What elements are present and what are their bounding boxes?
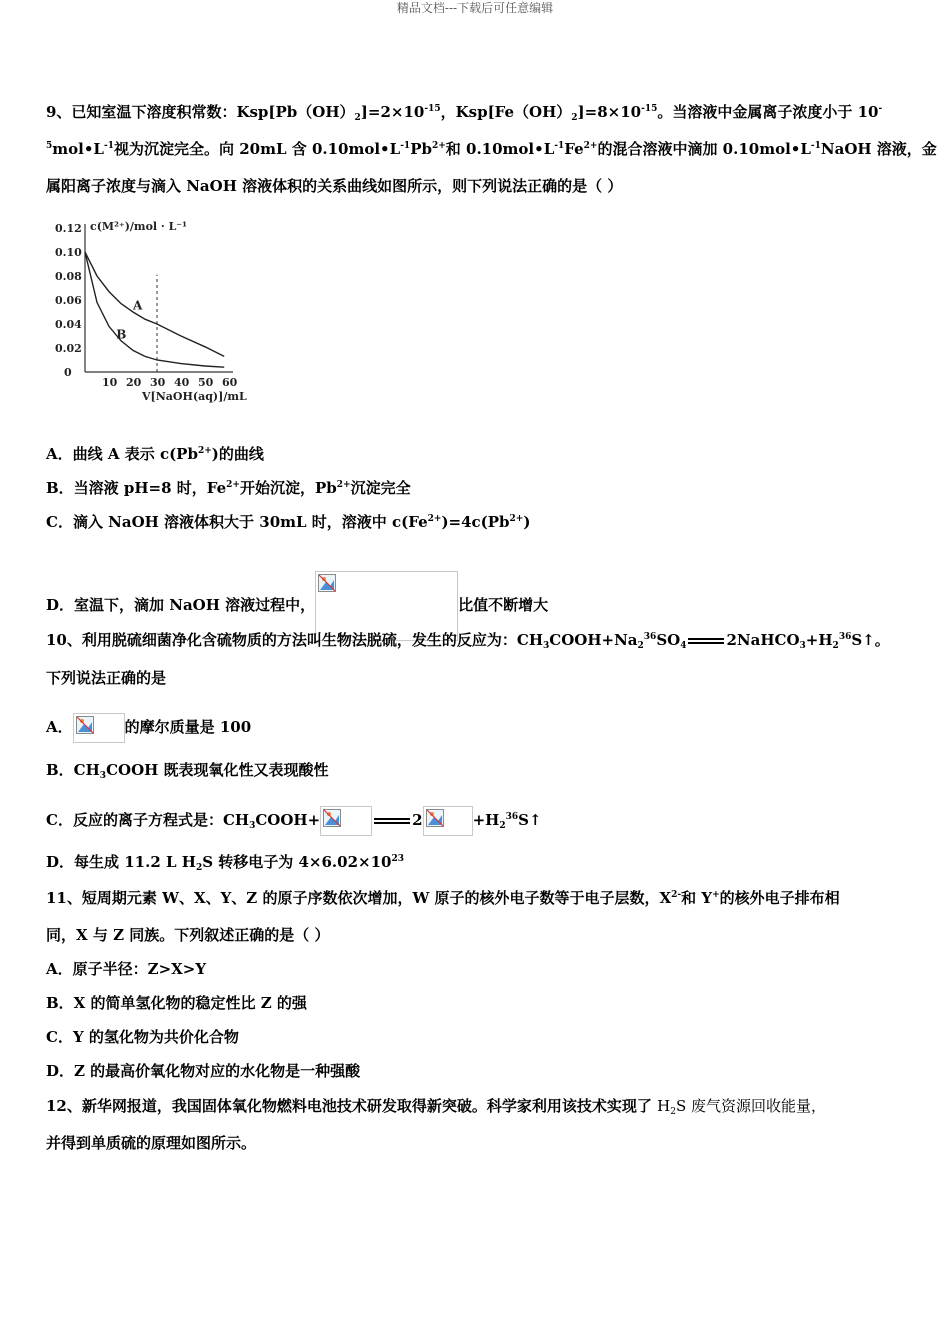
q9-line3: 属阳离子浓度与滴入 NaOH 溶液体积的关系曲线如图所示，则下列说法正确的是（ ） <box>46 177 623 195</box>
y-tick-label: 0.10 <box>55 246 82 259</box>
broken-image-icon <box>320 806 372 836</box>
q9-line2: $^5mol•L^{-1}$视为沉淀完全。向 20mL 含 $0.10mol•L^{-1}Pb^{2+}$和 $0.10mol•L^{-1}Fe^{2+}$的混合溶液中滴加 $0.10mol•L^{-1}NaOH$ 溶液，金 <box>46 140 937 158</box>
y-tick-label: 0.04 <box>55 318 82 331</box>
q10-option-c: C．反应的离子方程式是：$CH_3COOH+$ 2 $+H_2^{36}S↑$ <box>46 806 542 836</box>
chart-ylabel: c(M²⁺)/mol · L⁻¹ <box>90 220 187 233</box>
y-tick-label: 0.08 <box>55 270 82 283</box>
x-tick-label: 30 <box>150 376 166 389</box>
q9-option-d: D．室温下，滴加 NaOH 溶液过程中， 比值不断增大 <box>46 571 548 641</box>
page-header: 精品文档---下载后可任意编辑 <box>396 1 554 15</box>
q11-option-a: A．原子半径：Z>X>Y <box>46 960 207 978</box>
y-tick-label: 0.12 <box>55 222 82 235</box>
q9-option-c: C．滴入 NaOH 溶液体积大于 30mL 时，溶液中 $c(Fe^{2+})=4c(Pb^{2+})$ <box>46 513 531 531</box>
equals-sign-icon <box>688 638 724 644</box>
q10-option-a: A． 的摩尔质量是 100 <box>46 713 251 743</box>
y-tick-label: 0.02 <box>55 342 82 355</box>
q11-option-c: C．Y 的氢化物为共价化合物 <box>46 1028 239 1046</box>
q12-line1: 12、新华网报道，我国固体氧化物燃料电池技术研发取得新突破。科学家利用该技术实现了 $H_2S$ 废气资源回收能量， <box>46 1097 826 1117</box>
q12-line2: 并得到单质硫的原理如图所示。 <box>46 1134 257 1152</box>
q11-line2: 同，X 与 Z 同族。下列叙述正确的是（ ） <box>46 926 330 944</box>
q9-line1: 9、已知室温下溶度积常数：$Ksp[Pb(OH)_2]=2\times 10^{-15}$，$Ksp[Fe(OH)_2]=8\times 10^{-15}$。当溶液中金属离子浓度小于 10- <box>46 103 883 123</box>
broken-image-icon <box>423 806 473 836</box>
x-tick-label: 60 <box>222 376 238 389</box>
x-tick-label: 20 <box>126 376 142 389</box>
q11-option-b: B．X 的简单氢化物的稳定性比 Z 的强 <box>46 994 307 1012</box>
series-label-A: A <box>133 298 143 313</box>
q9-option-a: A．曲线 A 表示 $c(Pb^{2+})$的曲线 <box>46 445 264 463</box>
chart-curves <box>85 252 224 367</box>
concentration-chart <box>44 212 254 412</box>
q9-option-b: B．当溶液 pH=8 时，$Fe^{2+}$开始沉淀，$Pb^{2+}$沉淀完全 <box>46 479 411 497</box>
series-curve-B <box>85 252 224 367</box>
x-tick-label: 40 <box>174 376 190 389</box>
q10-line1: 10、利用脱硫细菌净化含硫物质的方法叫生物法脱硫，发生的反应为：$CH_3COOH+Na_2^{36}SO_4$ $2NaHCO_3+H_2^{36}S↑$。 <box>46 631 890 651</box>
series-curve-A <box>85 252 224 356</box>
y-tick-label: 0 <box>64 366 72 379</box>
q11-option-d: D．Z 的最高价氧化物对应的水化物是一种强酸 <box>46 1062 361 1080</box>
chart-xlabel: V[NaOH(aq)]/mL <box>142 390 247 403</box>
q10-option-b: B．$CH_3COOH$ 既表现氧化性又表现酸性 <box>46 761 329 781</box>
y-tick-label: 0.06 <box>55 294 82 307</box>
series-label-B: B <box>116 327 127 342</box>
q10-line2: 下列说法正确的是 <box>46 669 167 687</box>
x-tick-label: 10 <box>102 376 118 389</box>
chart-ticks <box>55 222 238 389</box>
broken-image-icon <box>73 713 125 743</box>
equals-sign-icon <box>374 818 410 824</box>
q11-line1: 11、短周期元素 W、X、Y、Z 的原子序数依次增加，W 原子的核外电子数等于电子层数，$X^{2-}$和 Y+的核外电子排布相 <box>46 889 840 907</box>
x-tick-label: 50 <box>198 376 214 389</box>
q10-option-d: D．每生成 11.2 L $H_2S$ 转移电子为 $4\times 6.02\times 10^{23}$ <box>46 853 404 873</box>
